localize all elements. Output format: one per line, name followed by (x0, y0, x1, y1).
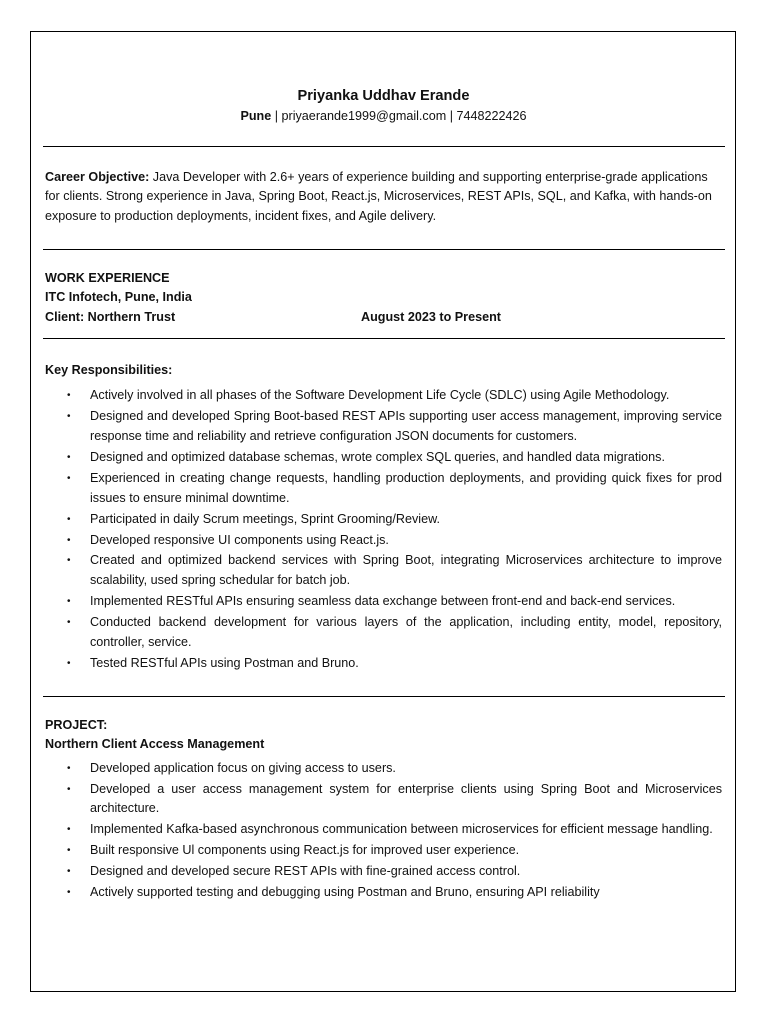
list-item (45, 551, 722, 590)
bullet-icon: • (67, 824, 71, 836)
list-item-text: Designed and developed secure REST APIs with fine-grained access control. (90, 864, 521, 879)
bullet-icon: • (67, 866, 71, 878)
list-item-text: Implemented RESTful APIs ensuring seamless data exchange between front-end and back-end services. (90, 594, 676, 609)
list-item (45, 862, 722, 882)
divider (43, 696, 725, 697)
contact-city: Pune (240, 109, 272, 123)
project-section (45, 716, 722, 904)
project-title: Northern Client Access Management (45, 737, 265, 752)
divider (43, 249, 725, 250)
company-name: ITC Infotech, Pune, India (45, 290, 192, 305)
list-item (45, 780, 722, 819)
resume-header (45, 86, 722, 126)
client-row (45, 308, 722, 327)
client-name: Client: Northern Trust (45, 309, 176, 324)
list-item (45, 820, 722, 840)
career-objective-text: Java Developer with 2.6+ years of experience building and supporting enterprise-grade applications for clients. Strong experience in Java, Spring Boot, React.js, Microservices, REST APIs, SQL, and Kafka, with hands-on exposure to production deployments, incident fixes, and Agile delivery. (45, 170, 712, 223)
list-item-text: Implemented Kafka-based asynchronous communication between microservices for efficient message handling. (90, 822, 713, 837)
bullet-icon: • (67, 617, 71, 629)
bullet-icon: • (67, 411, 71, 423)
employment-dates: August 2023 to Present (361, 309, 501, 324)
contact-line (45, 106, 722, 126)
contact-email[interactable]: priyaerande1999@gmail.com (281, 109, 447, 123)
bullet-icon: • (67, 555, 71, 567)
list-item-text: Actively supported testing and debugging using Postman and Bruno, ensuring API reliability (90, 885, 600, 900)
bullet-icon: • (67, 657, 71, 669)
work-experience-section (45, 269, 722, 327)
bullet-icon: • (67, 845, 71, 857)
bullet-icon: • (67, 390, 71, 402)
bullet-icon: • (67, 534, 71, 546)
project-list (45, 759, 722, 903)
career-objective-section (45, 168, 722, 226)
list-item (45, 510, 722, 530)
bullet-icon: • (67, 762, 71, 774)
list-item-text: Designed and developed Spring Boot-based REST APIs supporting user access management, improving service response time and reliability and retrieve configuration JSON documents for customers. (90, 409, 722, 443)
list-item-text: Experienced in creating change requests, handling production deployments, and providing quick fixes for prod issues to ensure minimal downtime. (90, 470, 722, 505)
responsibilities-list (45, 386, 722, 673)
contact-phone: 7448222426 (456, 109, 527, 123)
responsibilities-heading: Key Responsibilities: (45, 363, 173, 377)
list-item-text: Conducted backend development for various layers of the application, including entity, model, repository, controller, service. (90, 615, 722, 649)
list-item (45, 883, 722, 903)
responsibilities-section (45, 361, 722, 675)
candidate-name: Priyanka Uddhav Erande (297, 88, 470, 104)
bullet-icon: • (67, 887, 71, 899)
list-item-text: Developed responsive UI components using React.js. (90, 532, 389, 547)
career-objective (45, 168, 722, 226)
project-heading: PROJECT: (45, 718, 108, 732)
bullet-icon: • (67, 513, 71, 525)
list-item (45, 841, 722, 861)
list-item (45, 613, 722, 652)
list-item (45, 759, 722, 779)
list-item (45, 592, 722, 612)
bullet-icon: • (67, 596, 71, 608)
divider (43, 338, 725, 339)
contact-separator: | (271, 109, 282, 123)
list-item-text: Participated in daily Scrum meetings, Sprint Grooming/Review. (90, 511, 440, 526)
list-item-text: Tested RESTful APIs using Postman and Bruno. (90, 655, 359, 670)
divider (43, 146, 725, 147)
list-item-text: Created and optimized backend services with Spring Boot, integrating Microservices architecture to improve scalability, used spring schedular for batch job. (90, 553, 722, 588)
list-item-text: Built responsive Ul components using React.js for improved user experience. (90, 843, 520, 858)
list-item (45, 407, 722, 446)
bullet-icon: • (67, 783, 71, 795)
list-item (45, 469, 722, 508)
list-item-text: Designed and optimized database schemas, wrote complex SQL queries, and handled data migrations. (90, 449, 665, 464)
bullet-icon: • (67, 472, 71, 484)
list-item-text: Developed application focus on giving access to users. (90, 760, 396, 775)
career-objective-label: Career Objective: (45, 170, 150, 184)
list-item (45, 448, 722, 468)
work-experience-heading: WORK EXPERIENCE (45, 271, 170, 285)
contact-separator: | (446, 109, 457, 123)
list-item (45, 386, 722, 406)
list-item-text: Actively involved in all phases of the Software Development Life Cycle (SDLC) using Agile Methodology. (90, 388, 670, 403)
bullet-icon: • (67, 451, 71, 463)
list-item (45, 654, 722, 674)
list-item-text: Developed a user access management system for enterprise clients using Spring Boot and Microservices architecture. (90, 781, 722, 816)
list-item (45, 531, 722, 551)
